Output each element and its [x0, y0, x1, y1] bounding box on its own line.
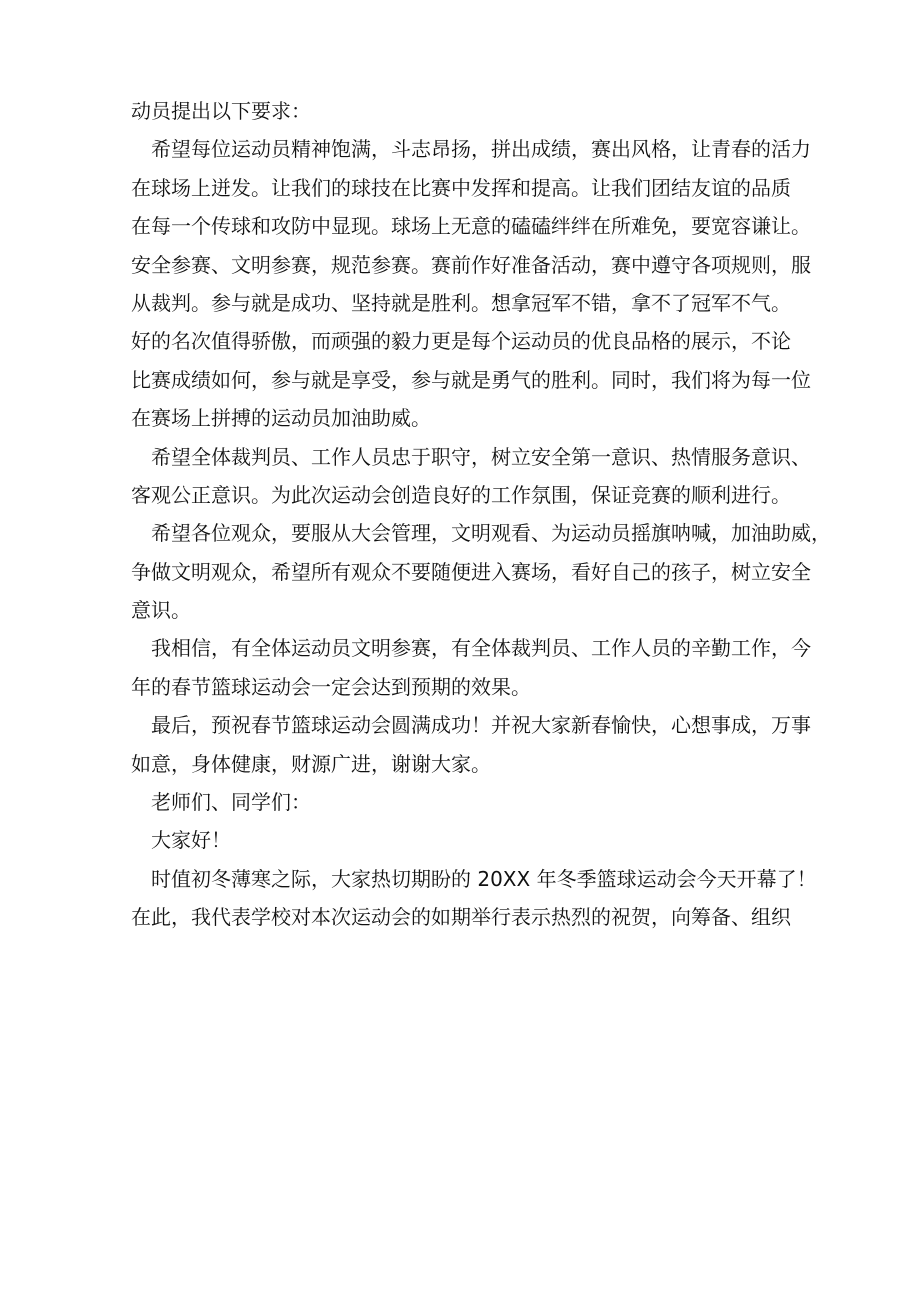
- text-line-18: 如意，身体健康，财源广进，谢谢大家。: [131, 751, 491, 776]
- text-line-1: 动员提出以下要求：: [131, 99, 311, 123]
- text-line-9: 在赛场上拼搏的运动员加油助威。: [131, 406, 431, 431]
- text-line-22: 在此，我代表学校对本次运动会的如期举行表示热烈的祝贺，向筹备、组织: [131, 905, 791, 930]
- text-line-16: 年的春节篮球运动会一定会达到预期的效果。: [131, 674, 531, 699]
- text-line-20: 大家好！: [151, 828, 231, 853]
- text-line-12: 希望各位观众，要服从大会管理，文明观看、为运动员摇旗呐喊，加油助威，: [151, 521, 831, 546]
- text-line-13: 争做文明观众，希望所有观众不要随便进入赛场，看好自己的孩子，树立安全: [131, 559, 811, 584]
- text-line-2: 希望每位运动员精神饱满，斗志昂扬，拼出成绩，赛出风格，让青春的活力: [151, 137, 811, 162]
- text-line-8: 比赛成绩如何，参与就是享受，参与就是勇气的胜利。同时，我们将为每一位: [131, 367, 811, 392]
- text-line-21: 时值初冬薄寒之际，大家热切期盼的 20XX 年冬季篮球运动会今天开幕了！: [151, 866, 817, 891]
- text-line-14: 意识。: [131, 598, 191, 623]
- text-line-15: 我相信，有全体运动员文明参赛，有全体裁判员、工作人员的辛勤工作，今: [151, 636, 811, 661]
- text-line-6: 从裁判。参与就是成功、坚持就是胜利。想拿冠军不错，拿不了冠军不气。: [131, 290, 791, 315]
- text-line-19: 老师们、同学们：: [151, 790, 311, 815]
- text-line-11: 客观公正意识。为此次运动会创造良好的工作氛围，保证竞赛的顺利进行。: [131, 482, 791, 507]
- document-body: [131, 92, 831, 937]
- text-line-17: 最后，预祝春节篮球运动会圆满成功！并祝大家新春愉快，心想事成，万事: [151, 713, 811, 738]
- text-line-5: 安全参赛、文明参赛，规范参赛。赛前作好准备活动，赛中遵守各项规则，服: [131, 252, 811, 277]
- text-line-7: 好的名次值得骄傲，而顽强的毅力更是每个运动员的优良品格的展示，不论: [131, 329, 791, 354]
- text-line-4: 在每一个传球和攻防中显现。球场上无意的磕磕绊绊在所难免，要宽容谦让。: [131, 214, 811, 239]
- text-line-10: 希望全体裁判员、工作人员忠于职守，树立安全第一意识、热情服务意识、: [151, 444, 811, 469]
- text-line-3: 在球场上迸发。让我们的球技在比赛中发挥和提高。让我们团结友谊的品质: [131, 175, 791, 200]
